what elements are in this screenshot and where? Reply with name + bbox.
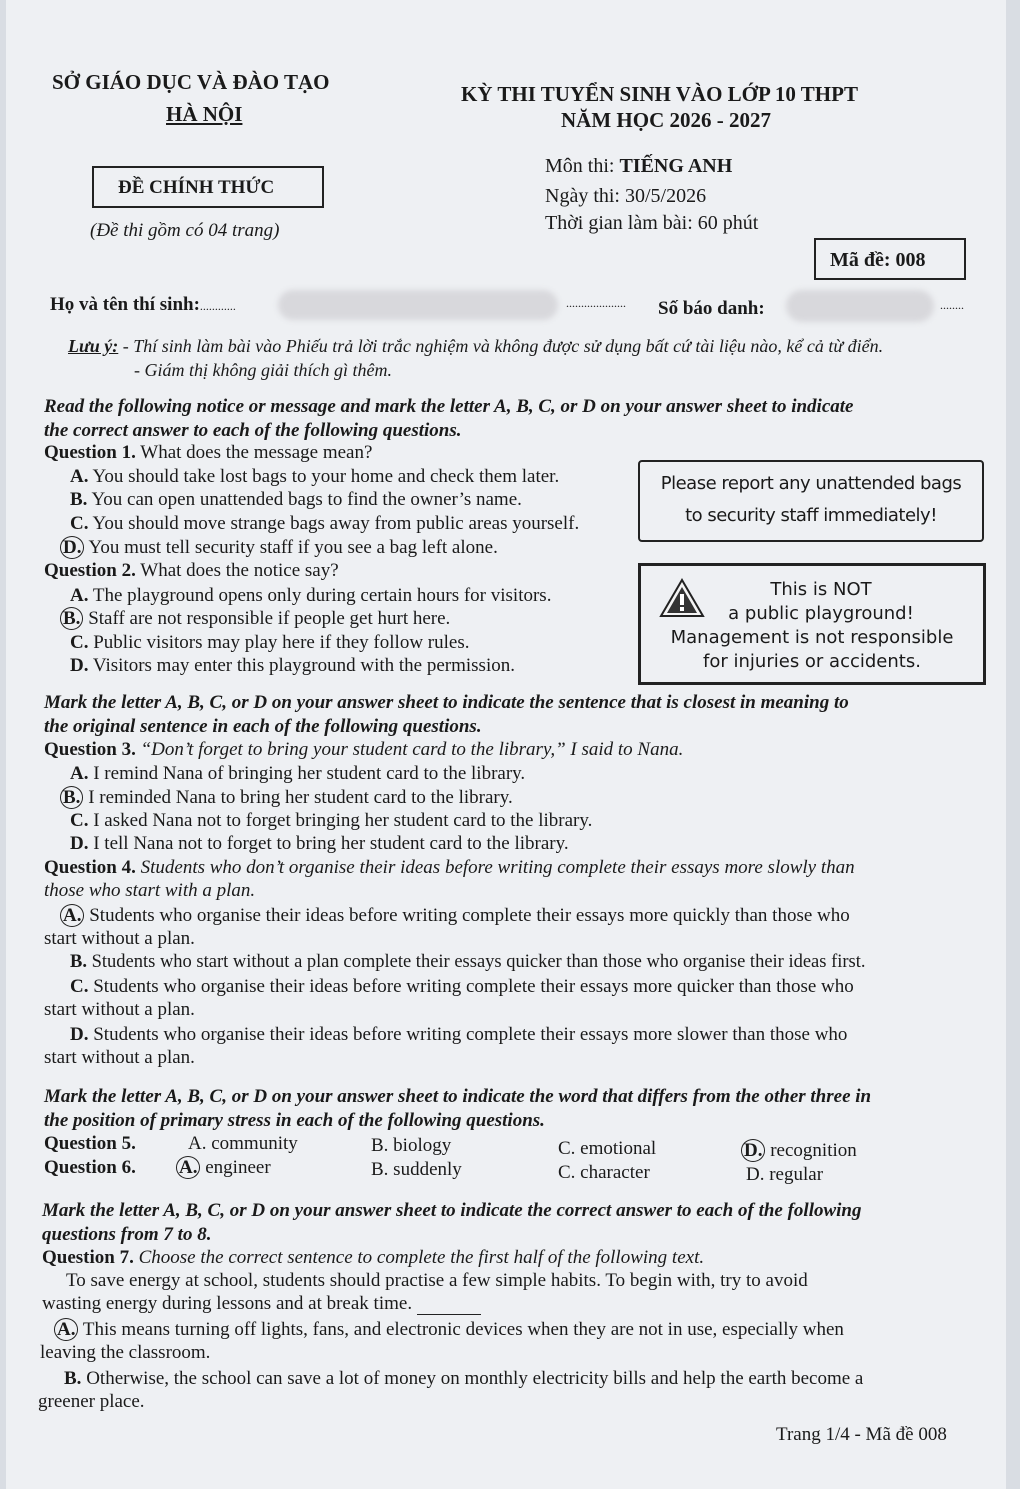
section2-instruction-2: the original sentence in each of the following questions. — [44, 716, 482, 737]
question-6-label: Question 6. — [44, 1157, 136, 1178]
notice-unattended-bags: Please report any unattended bags to security staff immediately! — [638, 460, 984, 542]
section1-instruction-2: the correct answer to each of the following questions. — [44, 420, 462, 441]
q5-option-c: C. emotional — [558, 1138, 657, 1159]
q2-option-d: D. Visitors may enter this playground with the permission. — [70, 655, 515, 676]
department-name: SỞ GIÁO DỤC VÀ ĐÀO TẠO — [52, 70, 330, 94]
exam-code-box: Mã đề: 008 — [814, 238, 966, 280]
q6-option-a: A. engineer — [176, 1157, 271, 1179]
name-label: Họ và tên thí sinh:............ — [50, 294, 236, 315]
q1-option-d: D. You must tell security staff if you see a bag left alone. — [60, 537, 498, 559]
q7-option-a-cont: leaving the classroom. — [40, 1342, 211, 1363]
notice-playground: This is NOT a public playground! Management is not responsible for injuries or accidents. — [638, 563, 986, 685]
q2-option-a: A. The playground opens only during certain hours for visitors. — [70, 585, 552, 606]
q7-passage-1: To save energy at school, students should practise a few simple habits. To begin with, try to avoid — [66, 1270, 808, 1291]
question-4-cont: those who start with a plan. — [44, 880, 256, 901]
department-city: HÀ NỘI — [166, 102, 243, 126]
answer-blank — [417, 1296, 481, 1315]
subject-line: Môn thi: TIẾNG ANH — [545, 155, 733, 177]
q4-option-b: B. Students who start without a plan complete their essays quicker than those who organise their ideas first. — [70, 952, 866, 972]
warning-triangle-icon — [659, 578, 705, 618]
q6-option-d: D. regular — [746, 1164, 824, 1185]
id-label: Số báo danh: — [658, 298, 765, 319]
section3-instruction-1: Mark the letter A, B, C, or D on your answer sheet to indicate the word that differs from the other three in — [44, 1086, 872, 1107]
q4-option-d-cont: start without a plan. — [44, 1047, 195, 1068]
q4-option-a: A. Students who organise their ideas before writing complete their essays more quickly than those who — [60, 905, 850, 927]
page-footer: Trang 1/4 - Mã đề 008 — [776, 1424, 947, 1445]
q3-option-b: B. I reminded Nana to bring her student card to the library. — [60, 787, 513, 809]
q7-option-a: A. This means turning off lights, fans, and electronic devices when they are not in use, especially when — [54, 1319, 844, 1341]
q5-option-a: A. community — [188, 1133, 298, 1154]
q2-option-b: B. Staff are not responsible if people get hurt here. — [60, 608, 450, 630]
redacted-id — [786, 290, 934, 322]
q1-option-a: A. You should take lost bags to your home and check them later. — [70, 466, 560, 487]
q7-option-b-cont: greener place. — [38, 1391, 145, 1412]
q4-option-d: D. Students who organise their ideas before writing complete their essays more slower than those who — [70, 1024, 848, 1045]
notes-line-1: Lưu ý: - Thí sinh làm bài vào Phiếu trả lời trắc nghiệm và không được sử dụng bất cứ tài liệu nào, kể cả từ điển. — [68, 336, 884, 356]
question-2: Question 2. What does the notice say? — [44, 560, 339, 581]
question-7: Question 7. Choose the correct sentence to complete the first half of the following text. — [42, 1247, 705, 1268]
q4-option-c: C. Students who organise their ideas before writing complete their essays more quicker than those who — [70, 976, 854, 997]
official-box: ĐỀ CHÍNH THỨC — [92, 166, 324, 208]
q5-option-d: D. recognition — [741, 1140, 857, 1162]
q5-option-b: B. biology — [371, 1135, 452, 1156]
redacted-name — [278, 290, 558, 320]
exam-page: SỞ GIÁO DỤC VÀ ĐÀO TẠO HÀ NỘI KỲ THI TUYỂN SINH VÀO LỚP 10 THPT NĂM HỌC 2026 - 2027 ĐỀ CHÍNH THỨC (Đề thi gồm có 04 trang) Môn thi: TIẾNG ANH Ngày thi: 30/5/2026 Thời gian làm bài: 60 phút Mã đề: 008 Họ và tên thí sinh:............ .................... Số báo danh: ........ Lưu ý: - Thí sinh làm bài vào Phiếu trả lời trắc nghiệm và không được sử dụng bất cứ tài liệu nào, kể cả từ điển. - Giám thị không giải thích gì thêm. Read the following notice or message and mark the letter A, B, C, or D on your answer sheet to indicate the correct answer to each of the following questions. Question 1. What does the message mean? A. You should take lost bags to your home and check them later. B. You can open unattended bags to find the owner’s name. C. You should move strange bags away from public areas yourself. D. You must tell security staff if you see a bag left alone. Please report any unattended bags to security staff immediately! Question 2. What does the notice say? A. The playground opens only during certain hours for visitors. B. Staff are not responsible if people get hurt here. C. Public visitors may play here if they follow rules. D. Visitors may enter this playground with the permission. This is NOT a public playground! Management is not responsible for injuries or accidents. Mark the letter A, B, C, or D on your answer sheet to indicate the sentence that is closest in meaning to the original sentence in each of the following questions. Question 3. “Don’t forget to bring your student card to the library,” I said to Nana. A. I remind Nana of bringing her student card to the library. B. I reminded Nana to bring her student card to the library. C. I asked Nana not to forget bringing her student card to the library. D. I tell Nana not to forget to bring her student card to the library. Question 4. Students who don’t organise their ideas before writing complete their essays more slowly than those who start with a plan. A. Students who organise their ideas before writing complete their essays more quickly than those who start without a plan. B. Students who start without a plan complete their essays quicker than those who organise their ideas first. C. Students who organise their ideas before writing complete their essays more quicker than those who start without a plan. D. Students who organise their ideas before writing complete their essays more slower than those who start without a plan. Mark the letter A, B, C, or D on your answer sheet to indicate the word that differs from the other three in the position of primary stress in each of the following questions. Question 5. A. community B. biology C. emotional D. recognition Question 6. A. engineer B. suddenly C. character D. regular Mark the letter A, B, C, or D on your answer sheet to indicate the correct answer to each of the following questions from 7 to 8. Question 7. Choose the correct sentence to complete the first half of the following text. To save energy at school, students should practise a few simple habits. To begin with, try to avoid wasting energy during lessons and at break time. A. This means turning off lights, fans, and electronic devices when they are not in use, especially when leaving the classroom. B. Otherwise, the school can save a lot of money on monthly electricity bills and help the earth become a greener place. Trang 1/4 - Mã đề 008 — [6, 0, 1006, 1489]
section2-instruction-1: Mark the letter A, B, C, or D on your answer sheet to indicate the sentence that is closest in meaning to — [44, 692, 849, 713]
q7-passage-2: wasting energy during lessons and at break time. — [42, 1293, 481, 1315]
q6-option-b: B. suddenly — [371, 1159, 462, 1180]
notes-line-2: - Giám thị không giải thích gì thêm. — [134, 360, 392, 380]
section4-instruction-2: questions from 7 to 8. — [42, 1224, 212, 1245]
q4-option-c-cont: start without a plan. — [44, 999, 195, 1020]
q3-option-a: A. I remind Nana of bringing her student card to the library. — [70, 763, 526, 784]
section3-instruction-2: the position of primary stress in each of the following questions. — [44, 1110, 545, 1131]
q1-option-c: C. You should move strange bags away from public areas yourself. — [70, 513, 580, 534]
exam-duration: Thời gian làm bài: 60 phút — [545, 212, 759, 234]
q1-option-b: B. You can open unattended bags to find the owner’s name. — [70, 489, 522, 510]
question-4: Question 4. Students who don’t organise their ideas before writing complete their essays more slowly than — [44, 857, 855, 878]
q7-option-b: B. Otherwise, the school can save a lot of money on monthly electricity bills and help the earth become a — [64, 1368, 864, 1389]
question-3: Question 3. “Don’t forget to bring your student card to the library,” I said to Nana. — [44, 739, 684, 760]
section1-instruction-1: Read the following notice or message and mark the letter A, B, C, or D on your answer sheet to indicate — [44, 396, 854, 417]
q6-option-c: C. character — [558, 1162, 650, 1183]
q2-option-c: C. Public visitors may play here if they follow rules. — [70, 632, 470, 653]
page-count-note: (Đề thi gồm có 04 trang) — [90, 220, 280, 241]
q3-option-d: D. I tell Nana not to forget to bring her student card to the library. — [70, 833, 569, 854]
question-1: Question 1. What does the message mean? — [44, 442, 373, 463]
q4-option-a-cont: start without a plan. — [44, 928, 195, 949]
school-year: NĂM HỌC 2026 - 2027 — [561, 108, 771, 132]
exam-date: Ngày thi: 30/5/2026 — [545, 185, 707, 207]
exam-title: KỲ THI TUYỂN SINH VÀO LỚP 10 THPT — [461, 82, 858, 106]
q3-option-c: C. I asked Nana not to forget bringing her student card to the library. — [70, 810, 593, 831]
question-5-label: Question 5. — [44, 1133, 136, 1154]
section4-instruction-1: Mark the letter A, B, C, or D on your answer sheet to indicate the correct answer to each of the following — [42, 1200, 862, 1221]
